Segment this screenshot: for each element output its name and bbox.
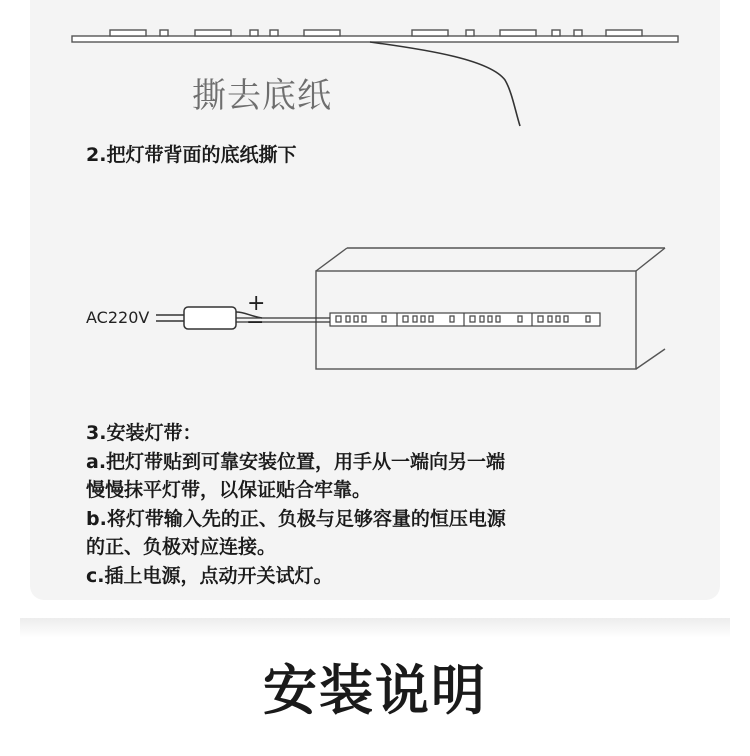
peeled-backing-paper: [370, 42, 520, 126]
peel-label: 撕去底纸: [192, 76, 332, 116]
step3-title: 3.安装灯带：: [86, 422, 202, 444]
plus-sign: +: [247, 291, 266, 316]
step3-instructions: [86, 419, 646, 591]
section-divider: [20, 618, 730, 638]
led-strip-mounted: [330, 313, 600, 326]
led-strip-top: [72, 30, 678, 42]
ac-voltage-label: AC220V: [86, 308, 150, 327]
step3-line-b1: b.将灯带输入先的正、负极与足够容量的恒压电源: [86, 507, 506, 530]
step3-line-c: c.插上电源，点动开关试灯。: [86, 564, 333, 587]
step3-line-b2: 的正、负极对应连接。: [86, 536, 277, 559]
mounting-block: [316, 248, 665, 369]
step2-title: 2.把灯带背面的底纸撕下: [86, 144, 297, 166]
step3-line-a2: 慢慢抹平灯带，以保证贴合牢靠。: [86, 479, 372, 502]
section-heading: 安装说明: [263, 659, 487, 722]
step3-line-a1: a.把灯带贴到可靠安装位置，用手从一端向另一端: [86, 450, 506, 473]
minus-sign: −: [246, 310, 265, 335]
power-connector: [156, 307, 330, 329]
